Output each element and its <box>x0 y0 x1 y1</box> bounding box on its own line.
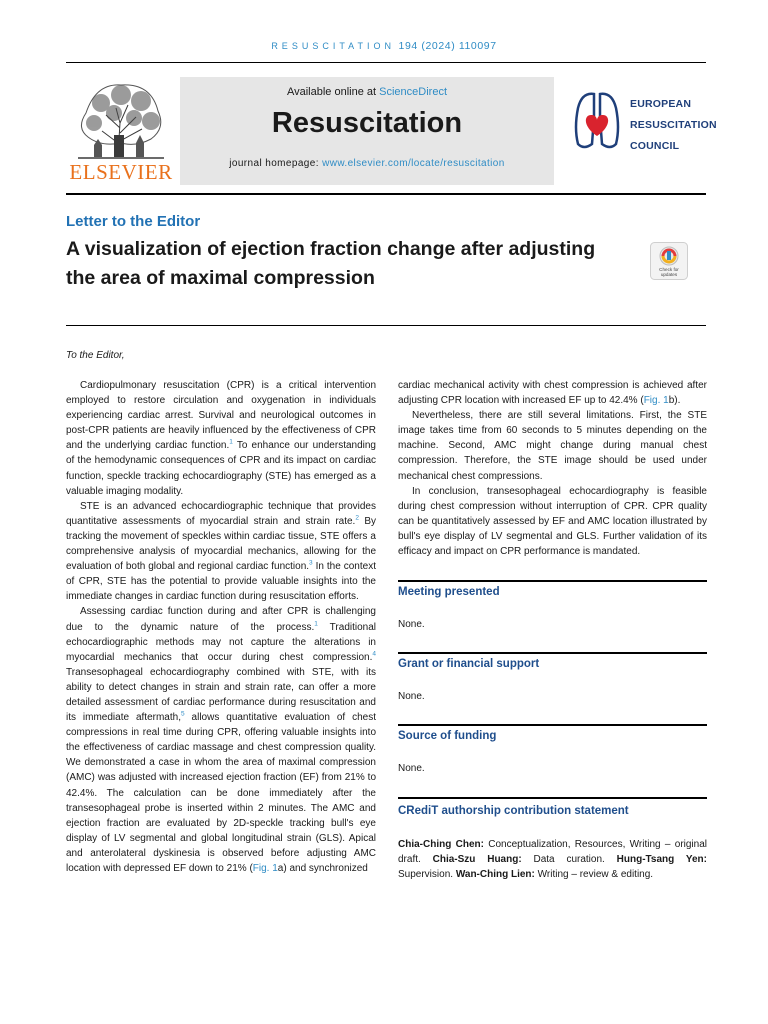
running-head-citation: 194 (2024) 110097 <box>398 40 497 52</box>
author-role-3: Supervision. <box>398 869 456 881</box>
figure-1a-link[interactable]: Fig. 1 <box>252 863 278 874</box>
left-column <box>66 378 376 876</box>
citation-1b[interactable]: 1 <box>314 620 318 628</box>
paragraph-continued: cardiac mechanical activity with chest compression is achieved after adjusting CPR location with increased EF up to 42.4% (Fig. 1b). <box>398 380 707 407</box>
paragraph-3: Assessing cardiac function during and after CPR is challenging due to the dynamic nature of the process.$^1$ Traditional echocardiographic methods may not capture the alterations in myocardial mechanics that occur during chest compression.$^4$ Transesophageal echocardiography combined with STE, with its ability to detect changes in strain and strain rate, can offer a more detailed assessment of cardiac performance during resuscitation and its immediate aftermath,$^5$ allows quantitative evaluation of chest compressions in real time during CPR, offering valuable insights into the effectiveness of cardiac massage and chest compression quality. We demonstrated a case in whom the area of maximal compression (AMC) was adjusted with increased ejection fraction (EF) from 21% to 42.4%. The calculation can be done immediately after the transesophageal probe is inserted within 2 minutes. The AMC and ejection fraction are evaluated by 2D-speckle tracking bull's eye display of LV segmental and global longitudinal strain (GLS). Apical and anterolateral dyskinesia is observed before adjusting AMC location with depressed EF down to 21% (Fig. 1a) and synchronized <box>66 606 377 874</box>
figure-1b-link[interactable]: Fig. 1 <box>643 395 669 407</box>
article-title: A visualization of ejection fraction change after adjusting the area of maximal compression <box>66 238 596 289</box>
erc-line-2: RESUSCITATION <box>630 119 717 131</box>
section-body-meeting: None. <box>398 619 425 630</box>
header-rule <box>66 193 706 195</box>
citation-5[interactable]: 5 <box>181 710 185 718</box>
badge-text-2: updates <box>660 272 678 277</box>
erc-lungs-heart-logo <box>572 88 622 154</box>
journal-homepage <box>180 158 554 169</box>
author-name-3: Hung-Tsang Yen: <box>616 854 707 866</box>
check-for-updates-icon[interactable] <box>650 242 688 280</box>
author-role-2: Data curation. <box>521 854 617 866</box>
running-head <box>0 40 768 52</box>
publisher-name: ELSEVIER <box>69 160 173 184</box>
article-type: Letter to the Editor <box>66 213 201 230</box>
erc-line-1: EUROPEAN <box>630 98 692 110</box>
section-rule-meeting <box>398 580 707 582</box>
homepage-label: journal homepage: <box>229 158 323 169</box>
section-heading-meeting: Meeting presented <box>398 586 500 598</box>
running-head-journal: RESUSCITATION <box>271 41 395 51</box>
author-name-1: Chia-Ching Chen: <box>398 839 484 850</box>
erc-name <box>630 94 717 157</box>
author-role-1: Conceptualization, Resources, Writing – original draft. <box>398 839 707 866</box>
section-rule-grant <box>398 652 707 654</box>
citation-2[interactable]: 2 <box>355 514 359 522</box>
paragraph-1: Cardiopulmonary resuscitation (CPR) is a critical intervention employed to restore circulation and oxygenation in individuals experiencing cardiac arrest. Survival and neurological outcomes in post-CPR patients are heavily influenced by the effectiveness of CPR and the underlying cardiac function.$^1$ To enhance our understanding of the hemodynamic consequences of CPR and its impact on cardiac function, speckle tracking echocardiography (STE) has emerged as a valuable imaging modality. <box>66 380 376 497</box>
section-body-grant: None. <box>398 691 425 702</box>
top-rule <box>66 62 706 63</box>
paragraph-limitations: Nevertheless, there are still several limitations. First, the STE image takes time from 60 seconds to 5 minutes depending on the machine. Second, AMC might change during manual chest compression. Therefore, the STE image should be used under mechanical chest compressions. <box>398 410 707 482</box>
section-body-funding: None. <box>398 763 425 774</box>
erc-line-3: COUNCIL <box>630 140 680 152</box>
right-column <box>398 378 707 559</box>
citation-3[interactable]: 3 <box>309 559 313 567</box>
journal-title: Resuscitation <box>271 107 463 139</box>
available-prefix: Available online at <box>286 86 380 98</box>
badge-text-1: Check for <box>659 267 679 272</box>
section-heading-grant: Grant or financial support <box>398 658 540 670</box>
title-rule <box>66 325 706 326</box>
citation-1[interactable]: 1 <box>229 439 233 447</box>
section-rule-credit <box>398 797 707 799</box>
paragraph-conclusion: In conclusion, transesophageal echocardiography is feasible during chest compression without interruption of CPR. CPR quality can be quantitatively assessed by EF and AMC location illustrated by bull's eye display of LV segmental and GLS. Further validation of its efficacy and impact on CPR performance is mandated. <box>398 485 707 558</box>
section-heading-funding: Source of funding <box>398 730 497 742</box>
available-online <box>180 86 554 98</box>
author-name-4: Wan-Ching Lien: <box>455 869 535 881</box>
section-rule-funding <box>398 724 707 726</box>
citation-4[interactable]: 4 <box>372 650 376 658</box>
homepage-link[interactable]: www.elsevier.com/locate/resuscitation <box>322 158 505 169</box>
credit-statement <box>398 837 707 882</box>
author-role-4: Writing – review & editing. <box>534 869 654 881</box>
author-name-2: Chia-Szu Huang: <box>432 854 522 866</box>
salutation: To the Editor, <box>66 350 125 361</box>
section-heading-credit: CRediT authorship contribution statement <box>398 805 629 817</box>
paragraph-2: STE is an advanced echocardiographic technique that provides quantitative assessments of myocardial strain and strain rate.$^2$ By tracking the movement of speckles within cardiac tissue, STE offers a comprehensive analysis of myocardial mechanics, allowing for the evaluation of both global and regional cardiac function.$^3$ In the context of CPR, STE has the potential to provide valuable insights into the immediate changes in cardiac function during resuscitation efforts. <box>66 500 376 603</box>
sciencedirect-link[interactable]: ScienceDirect <box>379 86 447 98</box>
